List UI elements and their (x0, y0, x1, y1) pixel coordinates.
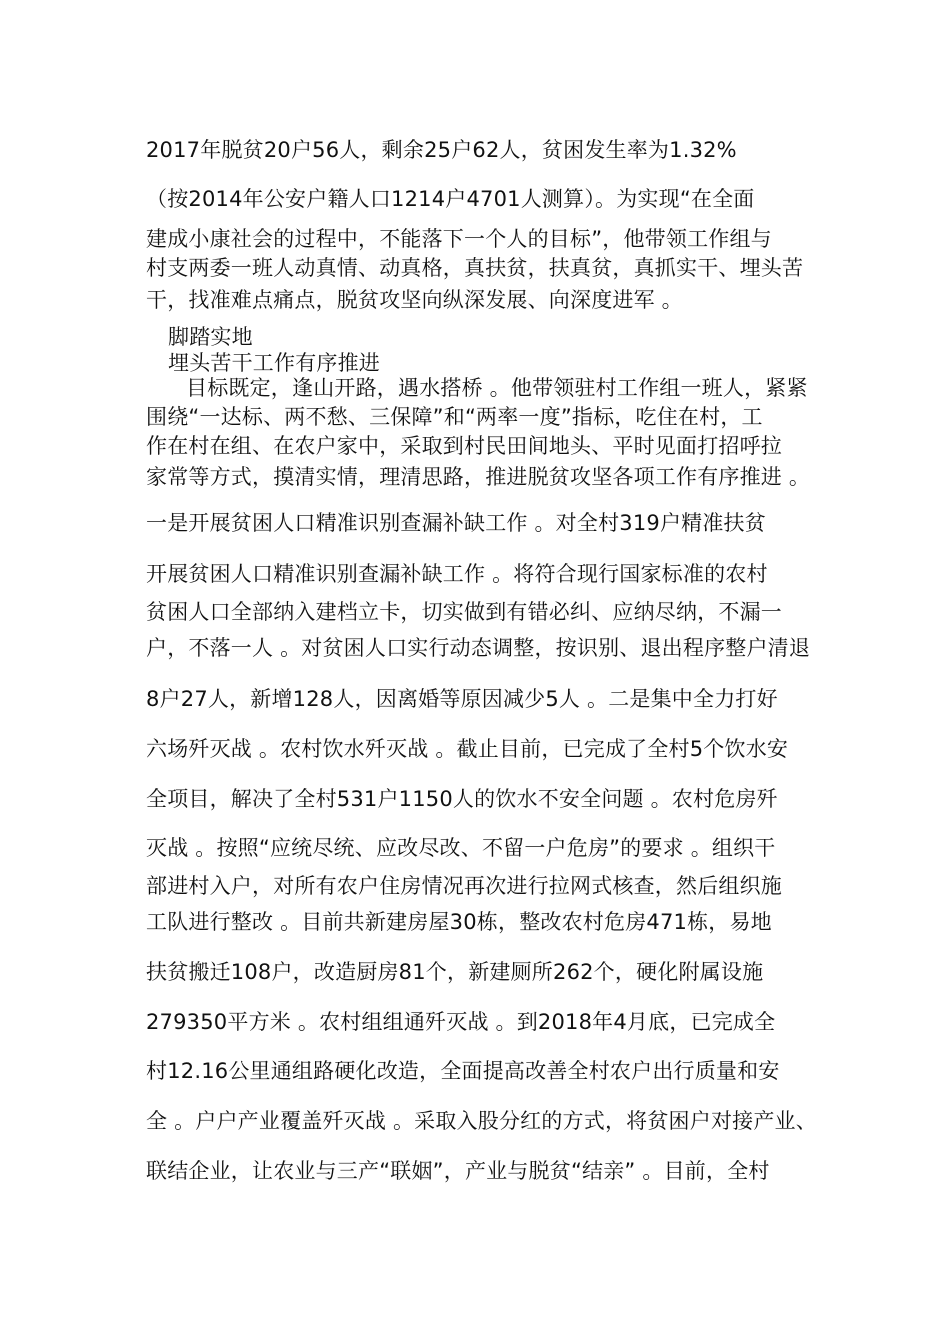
text-line: 开展贫困人口精准识别查漏补缺工作 。将符合现行国家标准的农村 (146, 562, 768, 586)
text-line: 作在村在组、在农户家中，采取到村民田间地头、平时见面打招呼拉 (146, 434, 782, 458)
text-line: 部进村入户，对所有农户住房情况再次进行拉网式核查，然后组织施 (146, 874, 782, 898)
text-line: 围绕“一达标、两不愁、三保障”和“两率一度”指标，吃住在村，工 (146, 405, 763, 429)
text-line: 扶贫搬迁108户，改造厨房81个，新建厕所262个，硬化附属设施 (146, 960, 764, 984)
text-line: 全 。户户产业覆盖歼灭战 。采取入股分红的方式，将贫困户对接产业、 (146, 1109, 817, 1133)
text-line: 工队进行整改 。目前共新建房屋30栋，整改农村危房471栋，易地 (146, 910, 772, 934)
text-line: 灭战 。按照“应统尽统、应改尽改、不留一户危房”的要求 。组织干 (146, 836, 776, 860)
section-subheading: 埋头苦干工作有序推进 (168, 351, 380, 375)
text-line: 2017年脱贫20户56人，剩余25户62人，贫困发生率为1.32% (146, 138, 737, 162)
paragraph-first-line: 目标既定，逢山开路，遇水搭桥 。他带领驻村工作组一班人，紧紧 (186, 376, 808, 400)
text-line: 279350平方米 。农村组组通歼灭战 。到2018年4月底，已完成全 (146, 1010, 776, 1034)
text-line: 8户27人，新增128人，因离婚等原因减少5人 。二是集中全力打好 (146, 687, 778, 711)
text-line: 村12.16公里通组路硬化改造，全面提高改善全村农户出行质量和安 (146, 1059, 780, 1083)
text-line: 干，找准难点痛点，脱贫攻坚向纵深发展、向深度进军 。 (146, 288, 683, 312)
text-line: 村支两委一班人动真情、动真格，真扶贫，扶真贫，真抓实干、埋头苦 (146, 256, 804, 280)
text-line: 全项目，解决了全村531户1150人的饮水不安全问题 。农村危房歼 (146, 787, 778, 811)
text-line: 户，不落一人 。对贫困人口实行动态调整，按识别、退出程序整户清退 (146, 636, 811, 660)
text-line: 六场歼灭战 。农村饮水歼灭战 。截止目前，已完成了全村5个饮水安 (146, 737, 789, 761)
section-heading: 脚踏实地 (168, 325, 253, 349)
text-line: 建成小康社会的过程中，不能落下一个人的目标”，他带领工作组与 (146, 227, 772, 251)
text-line: 贫困人口全部纳入建档立卡，切实做到有错必纠、应纳尽纳，不漏一 (146, 600, 782, 624)
text-line: 一是开展贫困人口精准识别查漏补缺工作 。对全村319户精准扶贫 (146, 511, 766, 535)
text-line: （按2014年公安户籍人口1214户4701人测算）。为实现“在全面 (146, 187, 755, 211)
text-line: 家常等方式，摸清实情，理清思路，推进脱贫攻坚各项工作有序推进 。 (146, 465, 811, 489)
text-line: 联结企业，让农业与三产“联姻”，产业与脱贫“结亲” 。目前，全村 (146, 1159, 770, 1183)
